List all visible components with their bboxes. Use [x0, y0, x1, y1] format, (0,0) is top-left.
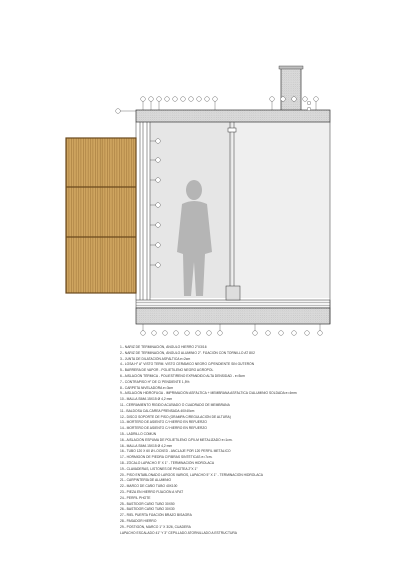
legend-item: 28.- PASADOR HIERRO [120, 518, 157, 523]
legend-item: 14.- MORTERO DE ASIENTO C/ HIERRO EN REFUERZO [120, 426, 207, 431]
legend-item: 3.- JUNTA DE DILATACIÓN ASFÁLTICA e=2cm [120, 356, 191, 361]
legend-item: 16.- MALLA SIMA 15X15 Ø 4,2 mm [120, 443, 173, 448]
legend-item: 8.- CARPETA NIVELADORA e=3cm [120, 385, 174, 390]
legend-item: 4.- LOSA H° A° VISTO TERM. VISTO CERÁMICO NEGRO C/PENDIENTE SIN GUTERÓN [120, 362, 255, 367]
legend-item: 18.- ZÓCALO LAPACHO 5" X 1" - TERMINACIÓN HIDROLACA [120, 460, 215, 465]
legend-item: 1.- NARIZ DE TERMINACIÓN, ÁNGULO HIERRO 2"X3/16 [120, 345, 207, 349]
wood-shutter [66, 138, 136, 293]
legend-item: 15.- LADRILLO COMÚN [120, 431, 157, 436]
legend-item: 26.- BASTIDOR CAÑO TUBO 30X30 [120, 507, 175, 512]
roof-parapet [136, 66, 330, 122]
legend-item: 25.- BASTIDOR CAÑO TUBO 30X50 [120, 501, 175, 506]
legend-item: 10.- MALLA SIMA 15X15 Ø 4,2 mm [120, 397, 173, 402]
legend-item: 13.- MORTERO DE ASIENTO C/ HIERRO EN REFUERZO [120, 420, 207, 425]
legend-item: 9.- AISLACIÓN HIDRÓFUGA - IMPRIMACIÓN ASFÁLTICA + MEMBRANA ASFÁLTICA C/ALUMINIO SOLDADA e=4mm [120, 391, 297, 396]
legend-item: 20.- PISO ENTABLONADO LARGOS VARIOS, LAPACHO 5" X 1" - TERMINACIÓN HIDROLACA [120, 472, 264, 477]
floor-slab [136, 300, 330, 324]
legend-item: 24.- PERFIL PHOTE [120, 495, 151, 500]
legend-item: 2.- NARIZ DE TERMINACIÓN, ÁNGULO ALUMINIO 2". FIJACIÓN CON TORNILLO AT 8X2 [120, 350, 255, 355]
legend-item: 12.- DISCO SOPORTE DE PISO (GRAMPA C/REGULACIÓN DE ALTURA) [120, 414, 231, 419]
legend-item: 16.- AISLACIÓN ESPUMA DE POLIETILENO C/FILM METALIZADO e=1cm. [120, 437, 233, 442]
legend-item: 21.- CARPINTERÍA DE ALUMINIO [120, 478, 172, 483]
legend-item: 16.- TUBO 120 X 60 Ø LOCKED - ANCLAJE POR 120 PERFIL METÁLICO [120, 449, 231, 454]
legend-item: 7.- CONTRAPISO H° DE C/ PENDIENTE 1,5% [120, 379, 190, 384]
legend-item: 29.- POSTIGÓN, MARCO 1" X 3/26, CUADERA [120, 524, 191, 529]
legend-item: 11.- BALDOSA CALCÁREA PRENSADA 40X40cm [120, 408, 195, 413]
legend-item: 19.- CLAVADERAS, LISTONES DE PINOTEA 2"X 1" [120, 466, 198, 471]
legend-item: 11.- CERRAMIENTO RÍGIDO ACUÑADO Ó CUADRADO DE MEMBRANA [120, 402, 230, 407]
legend-item: 27.- RIEL PUERTA FIJACIÓN BRAZO BISAGRA [120, 513, 192, 518]
legend-item: 23.- PIEZA EN HIERRO FIJACIÓN A VFAT [120, 489, 184, 494]
legend-item: LAPACHO ESCALADO 41" Y 3" CEPILLADO ATORNILLADO A ESTRUCTURA [120, 530, 237, 535]
legend-item: 17.- HORMIGÓN DE PIEDRA C/FIBRAS SINTÉTICAS e=7cm. [120, 455, 213, 460]
legend-list [120, 345, 392, 536]
legend-item: 6.- AISLACIÓN TÉRMICA - POLIESTIRENO EXPANDIDO ALTA DENSIDAD - e=5cm [120, 373, 245, 378]
legend-item: 22.- MARCO DE CAÑO TUBO 40X100 [120, 484, 178, 489]
callout-row-bottom [141, 324, 323, 335]
legend-item: 5.- BARRERA DE VAPOR - POLIETILENO NEGRO AGROPOL [120, 368, 214, 373]
callout-parapet [307, 101, 311, 111]
